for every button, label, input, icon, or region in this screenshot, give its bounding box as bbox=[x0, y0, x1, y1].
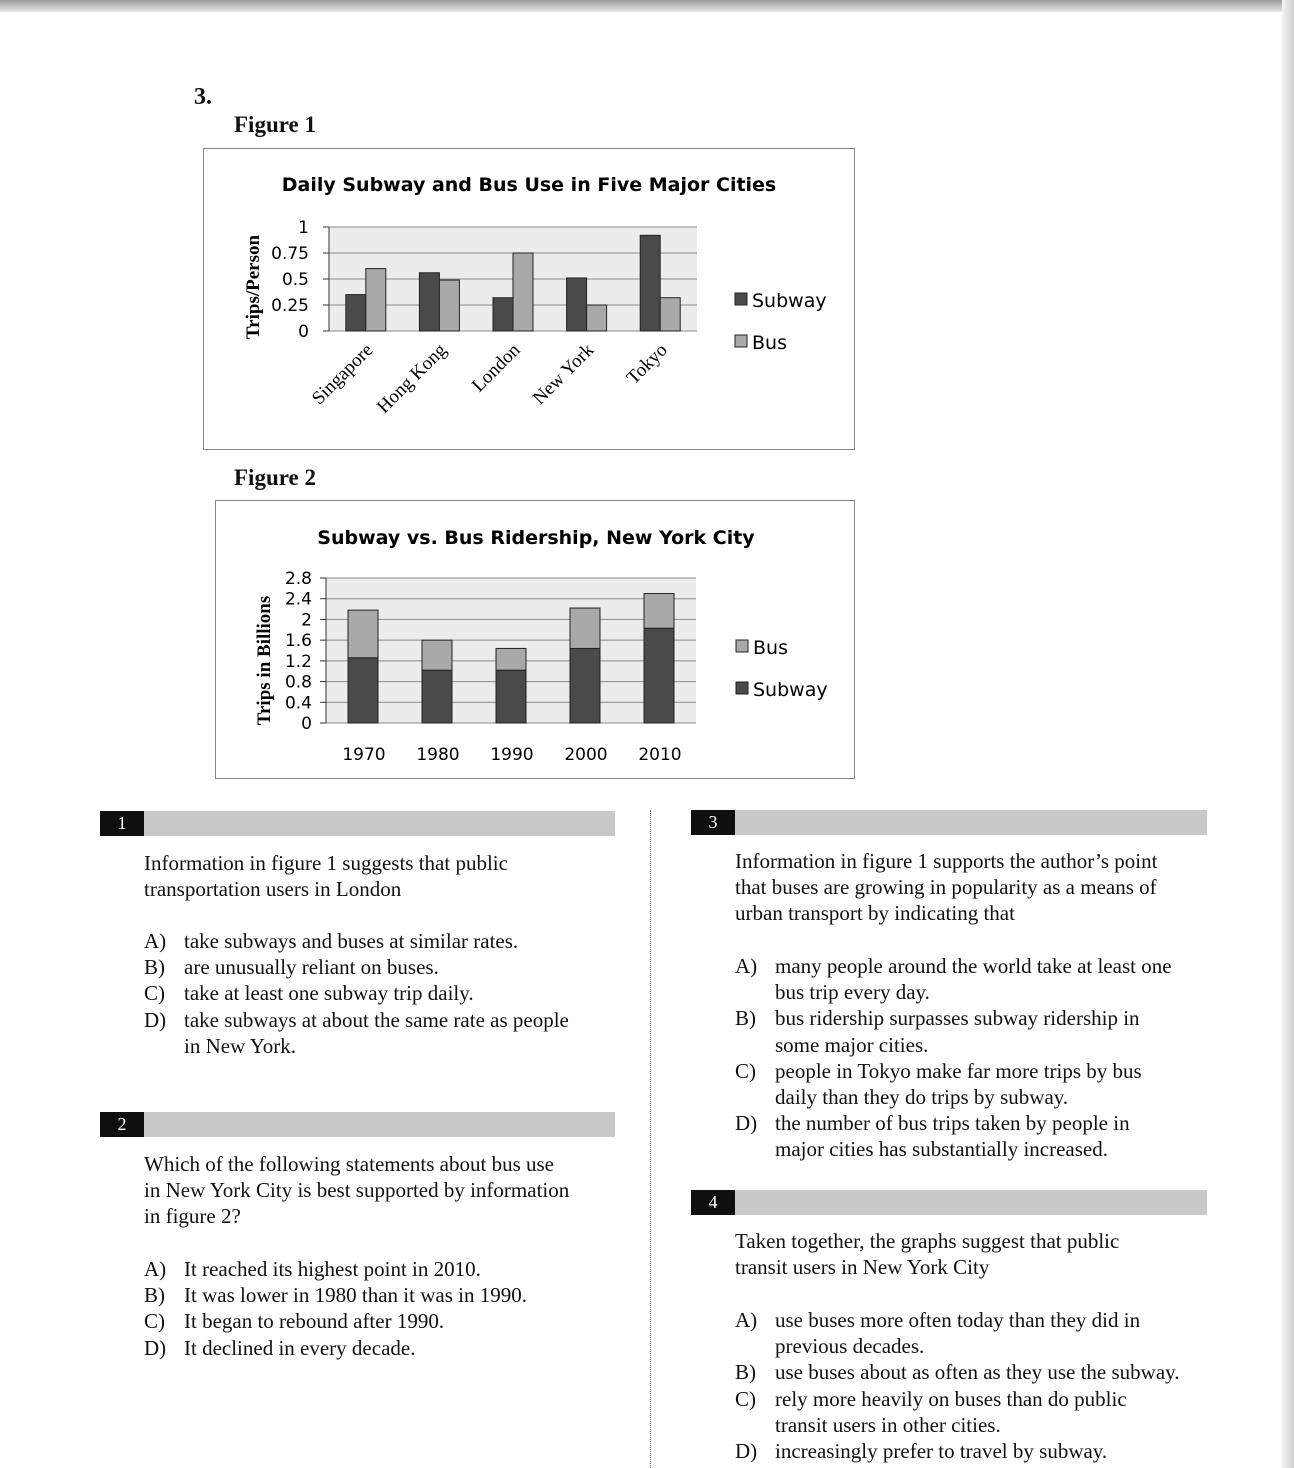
figure2-ytick-label: 0 bbox=[301, 714, 312, 734]
figure2-legend-swatch bbox=[736, 682, 748, 694]
figure2-bar-subway bbox=[348, 658, 378, 723]
question-number-badge: 3 bbox=[691, 810, 735, 835]
figure2-ytick-label: 2.4 bbox=[284, 589, 312, 610]
figure1-y-axis-title: Trips/Person bbox=[243, 234, 264, 340]
question-stem-line: Information in figure 1 supports the author’s point bbox=[735, 849, 1158, 873]
figure1-bar-bus bbox=[660, 298, 680, 331]
figure2-legend-label: Subway bbox=[753, 679, 828, 701]
answer-option-letter: C) bbox=[144, 1309, 165, 1334]
figure2-bar-bus bbox=[348, 610, 378, 658]
figure2-svg bbox=[216, 501, 854, 778]
answer-option-letter: B) bbox=[144, 955, 165, 980]
figure2-ytick-label: 0.8 bbox=[284, 672, 312, 693]
answer-option-text: take subways and buses at similar rates. bbox=[184, 929, 519, 953]
answer-option-text: daily than they do trips by subway. bbox=[775, 1084, 1069, 1109]
figure2-category-label: 1990 bbox=[490, 745, 534, 765]
answer-option-text: bus ridership surpasses subway ridership in bbox=[775, 1006, 1140, 1031]
figure1-legend-label: Bus bbox=[752, 332, 787, 354]
answer-option-text: It declined in every decade. bbox=[184, 1335, 416, 1360]
figure2-category-label: 2000 bbox=[564, 745, 608, 765]
answer-option-a[interactable] bbox=[144, 1256, 624, 1282]
figure2-ytick-label: 2.8 bbox=[284, 569, 312, 589]
answer-option-letter: D) bbox=[735, 1111, 758, 1136]
question-stem-line: Taken together, the graphs suggest that public bbox=[735, 1229, 1120, 1253]
answer-option-letter: D) bbox=[735, 1439, 758, 1463]
page-right-edge bbox=[1282, 0, 1294, 1468]
figure2-bar-bus bbox=[570, 608, 600, 648]
answer-option-text: transit users in other cities. bbox=[775, 1412, 1001, 1437]
answer-option-letter: A) bbox=[144, 929, 167, 953]
answer-option-text: bus trip every day. bbox=[775, 980, 930, 1005]
question-stem-line: urban transport by indicating that bbox=[735, 901, 1015, 926]
answer-option-text: take subways at about the same rate as people bbox=[184, 1007, 569, 1032]
figure2-bar-bus bbox=[496, 648, 526, 670]
figure1-title: Daily Subway and Bus Use in Five Major Cities bbox=[281, 174, 777, 196]
figure1-ytick-label: 0.25 bbox=[271, 296, 309, 316]
answer-option-c[interactable] bbox=[735, 1058, 1215, 1110]
answer-option-d[interactable] bbox=[144, 1007, 624, 1059]
figure1-bar-subway bbox=[640, 235, 660, 331]
figure2-bar-bus bbox=[644, 594, 674, 629]
figure1-ytick-label: 0.5 bbox=[281, 270, 309, 290]
answer-option-letter: C) bbox=[735, 1058, 756, 1083]
question-stem-line: Information in figure 1 suggests that public bbox=[144, 851, 508, 875]
answer-option-text: take at least one subway trip daily. bbox=[184, 981, 474, 1006]
answer-option-a[interactable] bbox=[144, 928, 624, 954]
figure2-bar-bus bbox=[422, 640, 452, 670]
figure1-category-label: London bbox=[467, 339, 525, 397]
answer-option-text: many people around the world take at least one bbox=[775, 954, 1172, 978]
question-header-bar bbox=[691, 810, 1207, 835]
answer-option-letter: C) bbox=[735, 1386, 756, 1411]
figure1-bar-subway bbox=[567, 278, 587, 331]
answer-option-text: increasingly prefer to travel by subway. bbox=[775, 1439, 1108, 1463]
page-top-edge bbox=[0, 0, 1294, 12]
answer-option-letter: A) bbox=[144, 1257, 167, 1281]
figure2-ytick-label: 2 bbox=[301, 610, 312, 631]
question-header-bar bbox=[100, 811, 615, 836]
figure1-bar-bus bbox=[366, 269, 386, 331]
figure1-ytick-label: 1 bbox=[298, 218, 309, 238]
figure2-y-axis-title: Trips in Billions bbox=[254, 595, 275, 726]
figure1-svg bbox=[204, 149, 854, 449]
answer-option-text: use buses about as often as they use the subway. bbox=[775, 1360, 1180, 1385]
question-number-badge: 4 bbox=[691, 1190, 735, 1215]
figure2-bar-subway bbox=[570, 648, 600, 723]
answer-option-letter: B) bbox=[144, 1283, 165, 1308]
figure2-category-label: 2010 bbox=[638, 745, 682, 765]
column-divider bbox=[650, 810, 651, 1468]
answer-option-c[interactable] bbox=[144, 980, 624, 1006]
answer-option-text: It reached its highest point in 2010. bbox=[184, 1257, 481, 1281]
figure2-bar-subway bbox=[644, 628, 674, 723]
figure2-ytick-label: 1.2 bbox=[284, 651, 312, 672]
answer-option-text: are unusually reliant on buses. bbox=[184, 955, 439, 980]
figure1-chart bbox=[203, 148, 855, 450]
figure1-category-label: Hong Kong bbox=[373, 339, 451, 418]
answer-option-letter: B) bbox=[735, 1360, 756, 1385]
answer-option-d[interactable] bbox=[735, 1110, 1215, 1162]
figure1-legend-swatch bbox=[735, 293, 747, 305]
answer-option-text: use buses more often today than they did in bbox=[775, 1308, 1141, 1332]
figure1-ytick-label: 0.75 bbox=[271, 244, 309, 264]
figure2-legend-label: Bus bbox=[753, 637, 788, 659]
answer-option-b[interactable] bbox=[735, 1359, 1215, 1385]
question-number: 3. bbox=[194, 84, 212, 110]
question-header-bar bbox=[691, 1190, 1207, 1215]
answer-option-text: previous decades. bbox=[775, 1334, 925, 1359]
answer-option-b[interactable] bbox=[144, 954, 624, 980]
figure2-category-label: 1980 bbox=[416, 745, 460, 765]
answer-option-text: It was lower in 1980 than it was in 1990. bbox=[184, 1283, 527, 1308]
figure2-legend-swatch bbox=[736, 640, 748, 652]
figure1-legend-label: Subway bbox=[752, 290, 827, 312]
figure1-bar-bus bbox=[513, 253, 533, 331]
figure1-bar-bus bbox=[439, 280, 459, 331]
answer-option-b[interactable] bbox=[144, 1282, 624, 1308]
answer-option-d[interactable] bbox=[144, 1335, 624, 1361]
answer-option-text: in New York. bbox=[184, 1033, 297, 1058]
figure1-legend-swatch bbox=[735, 335, 747, 347]
answer-option-letter: D) bbox=[144, 1007, 167, 1032]
figure1-category-label: Tokyo bbox=[622, 339, 672, 389]
figure2-category-label: 1970 bbox=[342, 745, 386, 765]
figure2-ytick-label: 1.6 bbox=[284, 631, 312, 652]
answer-option-text: the number of bus trips taken by people in bbox=[775, 1111, 1130, 1136]
answer-option-c[interactable] bbox=[144, 1308, 624, 1334]
figure1-bar-subway bbox=[493, 298, 513, 331]
figure1-bar-subway bbox=[346, 295, 366, 331]
answer-option-letter: A) bbox=[735, 1308, 758, 1332]
figure2-bar-subway bbox=[496, 670, 526, 723]
answer-option-text: rely more heavily on buses than do public bbox=[775, 1386, 1127, 1411]
figure1-ytick-label: 0 bbox=[298, 322, 309, 342]
question-number-badge: 1 bbox=[100, 811, 144, 836]
question-stem-line: Which of the following statements about bus use bbox=[144, 1152, 555, 1176]
question-stem-line: transit users in New York City bbox=[735, 1255, 990, 1280]
question-stem-line: transportation users in London bbox=[144, 877, 402, 902]
answer-option-letter: C) bbox=[144, 981, 165, 1006]
figure1-category-label: New York bbox=[528, 339, 599, 410]
answer-option-a[interactable] bbox=[735, 1307, 1215, 1359]
answer-option-letter: A) bbox=[735, 954, 758, 978]
answer-option-letter: D) bbox=[144, 1335, 167, 1360]
figure2-label: Figure 2 bbox=[234, 465, 316, 490]
figure2-ytick-label: 0.4 bbox=[284, 693, 312, 714]
answer-option-d[interactable] bbox=[735, 1438, 1215, 1464]
question-stem-line: in New York City is best supported by information bbox=[144, 1178, 570, 1203]
figure2-chart bbox=[215, 500, 855, 779]
answer-option-text: It began to rebound after 1990. bbox=[184, 1309, 445, 1334]
figure1-category-label: Singapore bbox=[308, 339, 378, 410]
question-header-bar bbox=[100, 1112, 615, 1137]
figure1-bar-subway bbox=[419, 273, 439, 331]
question-stem-line: in figure 2? bbox=[144, 1204, 241, 1229]
figure2-bar-subway bbox=[422, 670, 452, 723]
figure2-title: Subway vs. Bus Ridership, New York City bbox=[317, 527, 755, 549]
answer-option-a[interactable] bbox=[735, 953, 1215, 1005]
answer-option-letter: B) bbox=[735, 1006, 756, 1031]
answer-option-c[interactable] bbox=[735, 1386, 1215, 1438]
figure1-label: Figure 1 bbox=[234, 112, 316, 137]
answer-option-text: major cities has substantially increased. bbox=[775, 1137, 1108, 1162]
question-number-badge: 2 bbox=[100, 1112, 144, 1137]
answer-option-b[interactable] bbox=[735, 1005, 1215, 1057]
answer-option-text: people in Tokyo make far more trips by bus bbox=[775, 1058, 1142, 1083]
question-stem-line: that buses are growing in popularity as a means of bbox=[735, 875, 1157, 900]
answer-option-text: some major cities. bbox=[775, 1032, 929, 1057]
figure1-bar-bus bbox=[587, 305, 607, 331]
